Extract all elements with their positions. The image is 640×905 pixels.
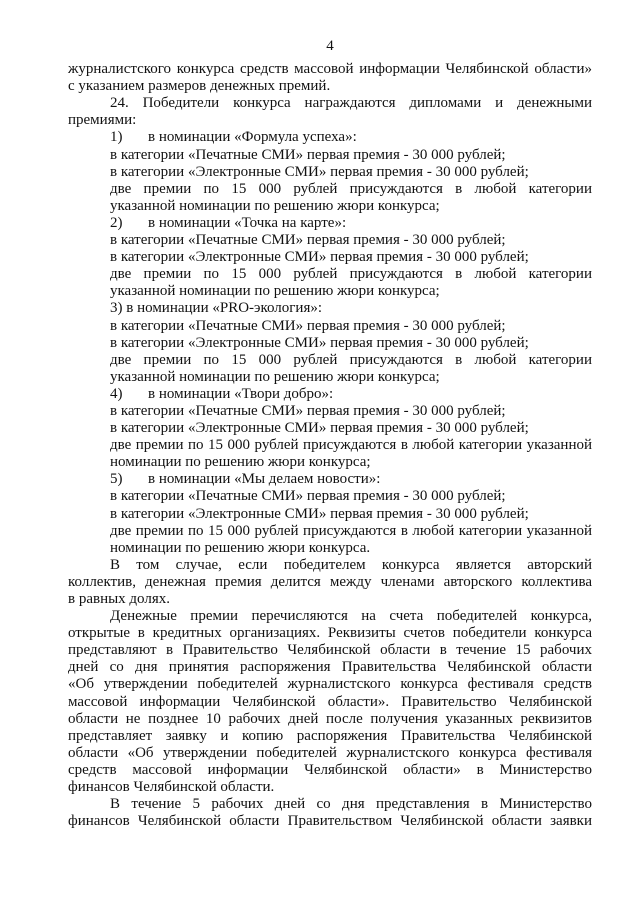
category-line: в категории «Электронные СМИ» первая премия - 30 000 рублей; <box>110 249 529 266</box>
category-line: номинации по решению жюри конкурса. <box>110 539 371 556</box>
document-body <box>68 61 592 830</box>
nomination-title: в номинации «Твори добро»: <box>148 385 334 402</box>
nomination-1 <box>68 129 592 146</box>
text-line: премиями: <box>68 112 137 129</box>
nomination-2 <box>68 215 592 232</box>
category-line: в категории «Печатные СМИ» первая премия - 30 000 рублей; <box>110 402 506 419</box>
category-line: две премии по 15 000 рублей присуждаются в любой категории <box>110 180 592 197</box>
paragraph-line: «Об утверждении победителей журналистского конкурса фестиваля средств <box>68 676 592 693</box>
nomination-number: 1) <box>110 129 123 146</box>
nomination-title: в номинации «Точка на карте»: <box>148 214 347 231</box>
nomination-5 <box>68 471 592 488</box>
paragraph-line: области «Об утверждении победителей журналистского конкурса фестиваля <box>68 744 592 761</box>
paragraph-line: В течение 5 рабочих дней со дня представления в Министерство <box>110 796 592 813</box>
nomination-number: 4) <box>110 385 123 402</box>
category-line: в категории «Печатные СМИ» первая премия - 30 000 рублей; <box>110 488 506 505</box>
paragraph-line: финансов Челябинской области. <box>68 779 275 796</box>
paragraph-line: в равных долях. <box>68 591 170 607</box>
category-line: две премии по 15 000 рублей присуждаются в любой категории <box>110 351 592 368</box>
category-line: указанной номинации по решению жюри конкурса; <box>110 368 440 385</box>
category-line: две премии по 15 000 рублей присуждаются в любой категории <box>110 266 592 283</box>
paragraph-line: области не позднее 10 рабочих дней после получения указанных реквизитов <box>68 710 592 727</box>
paragraph-line: Денежные премии перечисляются на счета победителей конкурса, <box>110 608 592 625</box>
nomination-number: 5) <box>110 471 123 488</box>
paragraph-line: средств массовой информации Челябинской области» в Министерство <box>68 761 592 778</box>
category-line: в категории «Печатные СМИ» первая премия - 30 000 рублей; <box>110 317 506 334</box>
category-line: в категории «Электронные СМИ» первая премия - 30 000 рублей; <box>110 505 529 522</box>
paragraph-line: дней со дня принятия распоряжения Правительства Челябинской области <box>68 659 592 676</box>
category-line: в категории «Электронные СМИ» первая премия - 30 000 рублей; <box>110 334 529 351</box>
paragraph-line: представляют в Правительство Челябинской области в течение 15 рабочих <box>68 642 592 659</box>
nomination-title: в номинации «Формула успеха»: <box>148 129 357 146</box>
page-number: 4 <box>326 38 334 54</box>
clause-24-heading: 24. Победители конкурса награждаются дипломами и денежными <box>110 95 592 112</box>
paragraph-line: открытые в кредитных организациях. Реквизиты счетов победители конкурса <box>68 625 592 642</box>
category-line: в категории «Печатные СМИ» первая премия - 30 000 рублей; <box>110 146 506 163</box>
category-line: указанной номинации по решению жюри конкурса; <box>110 283 440 300</box>
category-line: номинации по решению жюри конкурса; <box>110 454 371 471</box>
nomination-4 <box>68 386 592 403</box>
paragraph-line: массовой информации Челябинской области». Правительство Челябинской <box>68 693 592 710</box>
nomination-title: в номинации «Мы делаем новости»: <box>148 471 381 488</box>
nomination-3: 3) в номинации «PRO-экология»: <box>110 300 323 317</box>
category-line: в категории «Электронные СМИ» первая премия - 30 000 рублей; <box>110 420 529 437</box>
category-line: в категории «Печатные СМИ» первая премия - 30 000 рублей; <box>110 232 506 249</box>
paragraph-line: коллектив, денежная премия делится между членами авторского коллектива <box>68 573 592 590</box>
category-line: две премии по 15 000 рублей присуждаются в любой категории указанной <box>110 522 592 539</box>
text-line: журналистского конкурса средств массовой информации Челябинской области» <box>68 61 592 78</box>
category-line: в категории «Электронные СМИ» первая премия - 30 000 рублей; <box>110 163 529 180</box>
paragraph-line: представляет заявку и копию распоряжения Правительства Челябинской <box>68 727 592 744</box>
category-line: указанной номинации по решению жюри конкурса; <box>110 197 440 214</box>
category-line: две премии по 15 000 рублей присуждаются в любой категории указанной <box>110 437 592 454</box>
nomination-number: 2) <box>110 214 123 231</box>
paragraph-line: В том случае, если победителем конкурса является авторский <box>110 556 592 573</box>
paragraph-line: финансов Челябинской области Правительством Челябинской области заявки <box>68 813 592 830</box>
text-line: с указанием размеров денежных премий. <box>68 78 331 95</box>
